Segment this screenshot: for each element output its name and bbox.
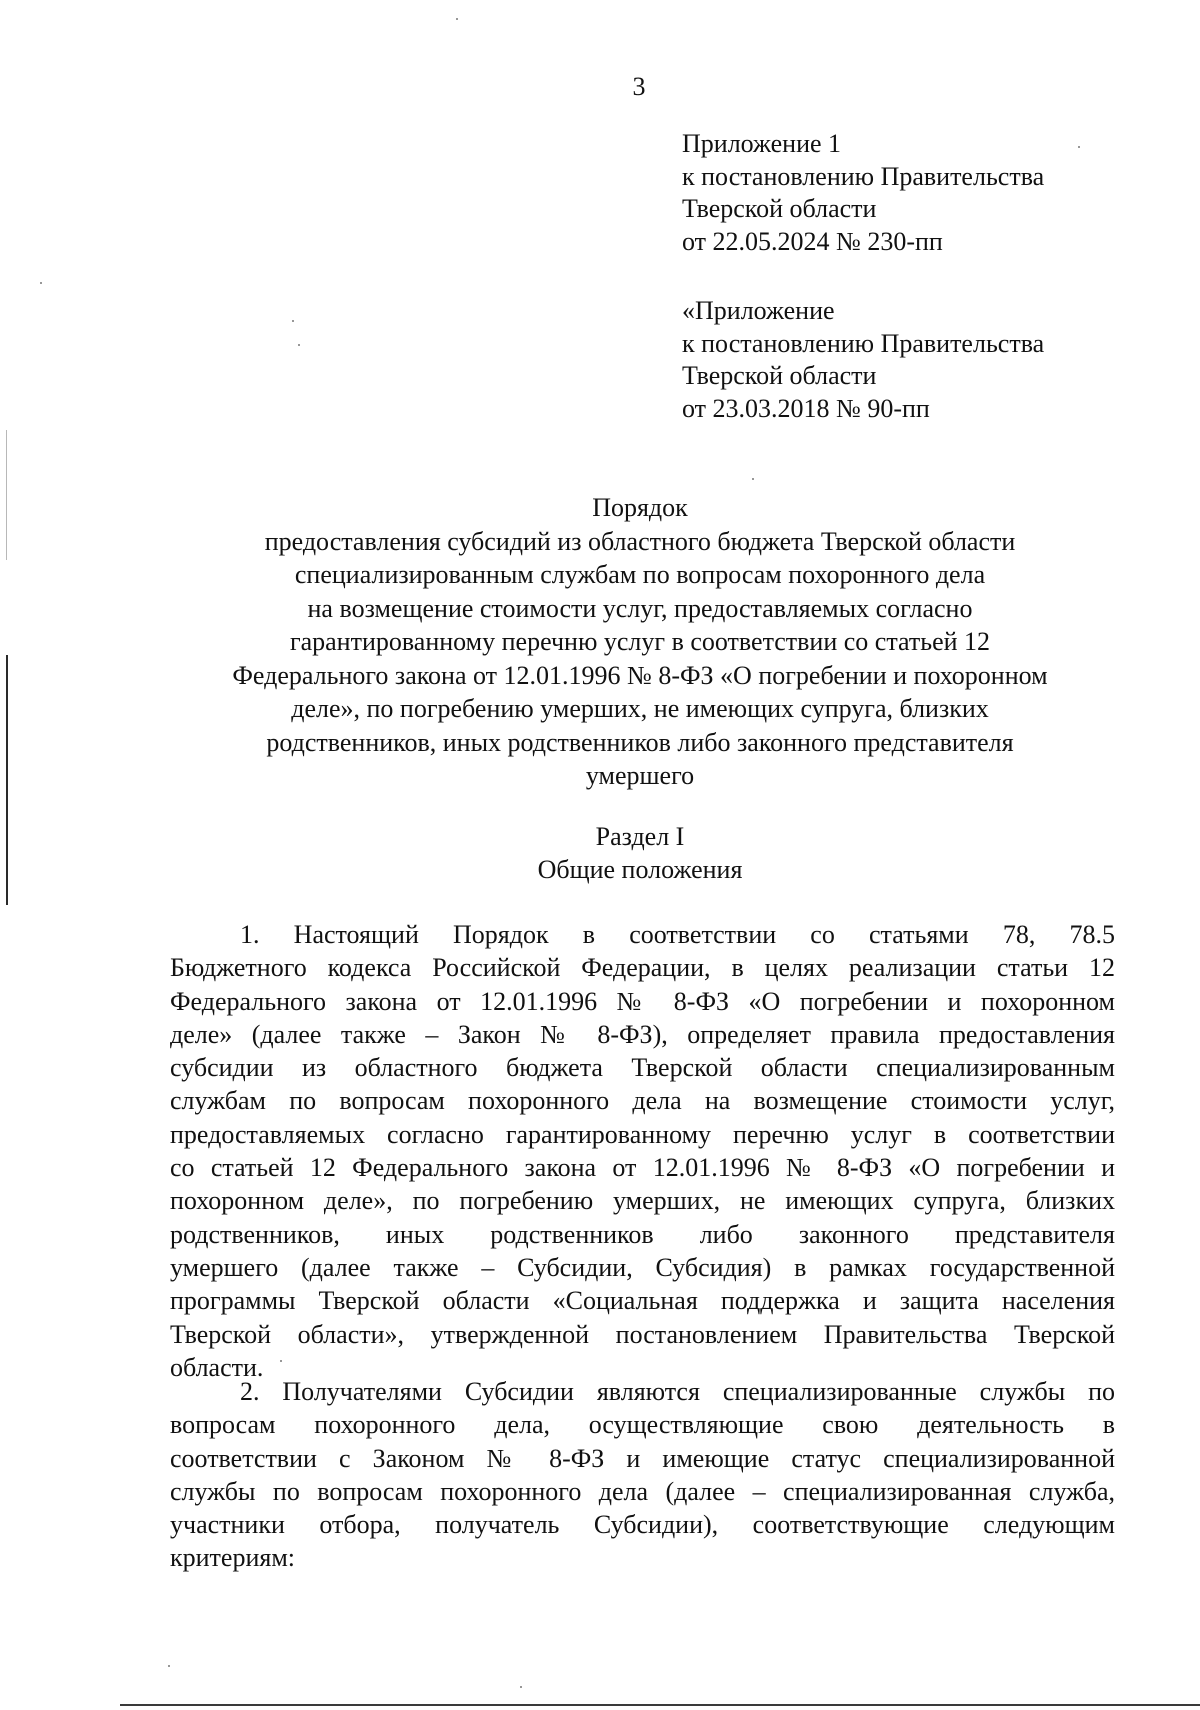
title-line: на возмещение стоимости услуг, предоставляемых согласно: [307, 593, 973, 623]
page-number: 3: [632, 72, 646, 101]
scan-speck: [1078, 146, 1080, 148]
appendix-1-line: Приложение 1: [682, 129, 842, 158]
paragraph-line: соответствии с Законом № 8-ФЗ и имеющие статус специализированной: [170, 1443, 1115, 1473]
paragraph-line: похоронном деле», по погребению умерших, не имеющих супруга, близких: [170, 1186, 1115, 1216]
section-heading: [140, 820, 1140, 886]
appendix-2-line: «Приложение: [682, 296, 835, 325]
paragraph-line: Федерального закона от 12.01.1996 № 8-ФЗ «О погребении и похоронном: [170, 986, 1115, 1016]
scan-speck: [298, 344, 300, 346]
appendix-1-line: от 22.05.2024 № 230-пп: [682, 226, 943, 256]
paragraph-line: со статьей 12 Федерального закона от 12.01.1996 № 8-ФЗ «О погребении и: [170, 1153, 1115, 1183]
paragraph-line: области.: [170, 1352, 264, 1382]
scan-speck: [280, 1360, 282, 1362]
scan-speck: [292, 320, 294, 322]
paragraph-line: 1. Настоящий Порядок в соответствии со статьями 78, 78.5: [240, 920, 1115, 949]
scan-speck: [752, 478, 754, 480]
section-name: Общие положения: [537, 855, 743, 884]
paragraph-line: родственников, иных родственников либо законного представителя: [170, 1219, 1115, 1249]
appendix-1-header: [682, 128, 1044, 258]
paragraph-line: деле» (далее также – Закон № 8-ФЗ), определяет правила предоставления: [170, 1019, 1115, 1049]
paragraph-1: [170, 918, 1115, 1384]
paragraph-line: субсидии из областного бюджета Тверской области специализированным: [170, 1053, 1115, 1083]
appendix-2-line: Тверской области: [682, 361, 877, 390]
title-line: родственников, иных родственников либо законного представителя: [266, 727, 1014, 757]
scan-speck: [456, 18, 458, 20]
paragraph-2: [170, 1375, 1115, 1575]
appendix-2-line: к постановлению Правительства: [682, 328, 1045, 358]
scan-bottom-edge: [120, 1704, 1200, 1706]
scan-margin-line: [6, 655, 8, 905]
appendix-2-line: от 23.03.2018 № 90-пп: [682, 393, 930, 423]
section-number: Раздел I: [595, 822, 685, 851]
scan-margin-line: [6, 430, 7, 560]
paragraph-line: предоставляемых согласно гарантированному перечню услуг в соответствии: [170, 1119, 1115, 1149]
scan-speck: [168, 1665, 170, 1667]
appendix-1-line: Тверской области: [682, 194, 877, 223]
paragraph-line: службы по вопросам похоронного дела (далее – специализированная служба,: [170, 1476, 1115, 1506]
title-line: Федерального закона от 12.01.1996 № 8-ФЗ «О погребении и похоронном: [232, 660, 1048, 690]
paragraph-line: программы Тверской области «Социальная поддержка и защита населения: [170, 1286, 1115, 1316]
paragraph-line: Бюджетного кодекса Российской Федерации, в целях реализации статьи 12: [170, 953, 1115, 983]
title-line: умершего: [585, 761, 695, 790]
appendix-1-line: к постановлению Правительства: [682, 161, 1045, 191]
title-line: гарантированному перечню услуг в соответствии со статьей 12: [289, 627, 991, 656]
paragraph-line: Тверской области», утвержденной постановлением Правительства Тверской: [170, 1319, 1115, 1349]
appendix-2-header: [682, 295, 1044, 425]
title-line: специализированным службам по вопросам похоронного дела: [294, 560, 986, 589]
paragraph-line: вопросам похоронного дела, осуществляющие свою деятельность в: [170, 1410, 1115, 1440]
title-line: Порядок: [592, 493, 688, 522]
paragraph-line: умершего (далее также – Субсидии, Субсидия) в рамках государственной: [170, 1252, 1115, 1282]
paragraph-line: службам по вопросам похоронного дела на возмещение стоимости услуг,: [170, 1086, 1115, 1116]
title-line: предоставления субсидий из областного бюджета Тверской области: [264, 526, 1016, 556]
paragraph-line: критериям:: [170, 1543, 295, 1573]
paragraph-line: участники отбора, получатель Субсидии), соответствующие следующим: [170, 1510, 1115, 1540]
document-title: [140, 491, 1140, 793]
scan-speck: [520, 1686, 522, 1688]
paragraph-line: 2. Получателями Субсидии являются специализированные службы по: [240, 1377, 1115, 1406]
title-line: деле», по погребению умерших, не имеющих супруга, близких: [291, 694, 989, 723]
scan-speck: [40, 282, 42, 284]
